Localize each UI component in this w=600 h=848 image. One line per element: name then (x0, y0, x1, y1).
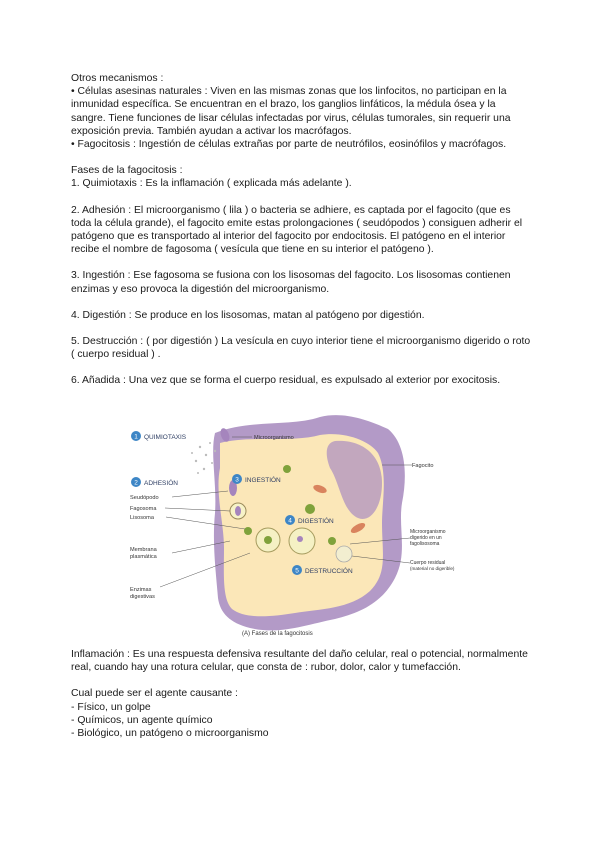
label-membrana-1: Membrana (130, 547, 157, 553)
label-enzimas-2: digestivas (130, 594, 155, 600)
figure-caption: (A) Fases de la fagocitosis (242, 631, 313, 637)
label-microorganismo: Microorganismo (254, 435, 294, 441)
phase-2: 2. Adhesión : El microorganismo ( lila ) o bacteria se adhiere, es captada por el fagocito (que es toda la célula grande), el fagocito emite estas prolongaciones ( seudópodos ) consiguen adherir el patógeno que es transportado al interior del fagocito por endocitosis. El patógeno en el interior recibe el nombre de fagosoma ( vesícula que tiene en su interior el patógeno ). (71, 204, 523, 256)
bullet-fagocitosis: • Fagocitosis : Ingestión de células extrañas por parte de neutrófilos, eosinófilos y macrófagos. (71, 139, 507, 151)
cause-biological: - Biológico, un patógeno o microorganismo (71, 728, 269, 740)
phase-5: 5. Destrucción : ( por digestión ) La vesícula en cuyo interior tiene el microorganismo digerido o roto ( cuerpo residual ) . (71, 336, 531, 361)
label-residual-1: Cuerpo residual (410, 560, 446, 566)
svg-text:1: 1 (134, 433, 138, 441)
phases-heading: Fases de la fagocitosis : (71, 165, 183, 177)
svg-text:DESTRUCCIÓN: DESTRUCCIÓN (305, 568, 353, 575)
phagocytosis-figure (120, 413, 455, 641)
intro-heading: Otros mecanismos : (71, 73, 164, 84)
label-residual-2: (material no digerible) (410, 566, 455, 571)
svg-text:4: 4 (288, 517, 292, 525)
svg-text:QUIMIOTAXIS: QUIMIOTAXIS (144, 434, 187, 441)
label-micro-dig-3: fagolisosoma (410, 541, 440, 547)
label-fagosoma: Fagosoma (130, 506, 157, 512)
svg-text:ADHESIÓN: ADHESIÓN (144, 480, 178, 487)
cause-chemical: - Químicos, un agente químico (71, 714, 213, 726)
svg-text:INGESTIÓN: INGESTIÓN (245, 477, 281, 484)
phase-4: 4. Digestión : Se produce en los lisosomas, matan al patógeno por digestión. (71, 309, 425, 321)
label-micro-dig-2: digerido en un (410, 535, 442, 541)
inflammation-paragraph: Inflamación : Es una respuesta defensiva resultante del daño celular, real o potencial, normalmente real, cuando hay una rotura celular, que consta de : rubor, dolor, calor y tumefacción. (71, 649, 528, 674)
label-seudopodo: Seudópodo (130, 495, 159, 501)
residual-body (336, 546, 352, 562)
label-micro-dig-1: Microorganismo (410, 529, 446, 535)
phase-1: 1. Quimiotaxis : Es la inflamación ( explicada más adelante ). (71, 178, 352, 190)
phase-3: 3. Ingestión : Ese fagosoma se fusiona con los lisosomas del fagocito. Los lisosomas contienen enzimas y eso provoca la digestión del microorganismo. (71, 270, 511, 295)
svg-text:5: 5 (295, 567, 299, 575)
causes-heading: Cual puede ser el agente causante : (71, 688, 238, 700)
label-lisosoma: Lisosoma (130, 515, 154, 521)
cause-physical: - Físico, un golpe (71, 701, 151, 713)
label-fagocito: Fagocito (412, 463, 434, 469)
svg-text:DIGESTIÓN: DIGESTIÓN (298, 518, 334, 525)
phase-6: 6. Añadida : Una vez que se forma el cuerpo residual, es expulsado al exterior por exocitosis. (71, 375, 501, 387)
label-enzimas-1: Enzimas (130, 587, 152, 593)
svg-text:3: 3 (235, 476, 239, 484)
label-membrana-2: plasmática (130, 554, 157, 560)
document-body (71, 72, 533, 388)
svg-text:2: 2 (134, 479, 138, 487)
document-body-continued (71, 648, 533, 740)
bullet-natural-killer: • Células asesinas naturales : Viven en las mismas zonas que los linfocitos, no participan en la inmunidad específica. Se encuentran en el brazo, los ganglios linfáticos, la médula ósea y la sangre. Tiene funciones de lisar células infectadas por virus, células tumorales, sin requerir una exposición previa. También ayudan a activar los macrófagos. (71, 86, 511, 137)
